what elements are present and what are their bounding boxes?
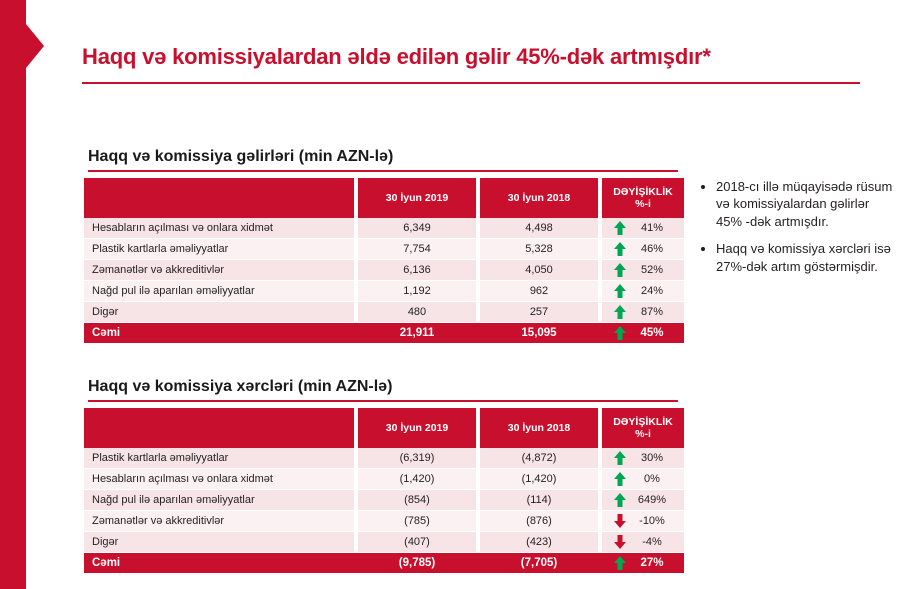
- row-change: [602, 302, 684, 323]
- total-change-value: 27%: [640, 557, 664, 569]
- row-change-value: 0%: [644, 473, 660, 485]
- table-body: [84, 448, 684, 573]
- total-change: [602, 323, 684, 344]
- row-value-2018: (423): [480, 532, 598, 553]
- row-value-2018: 257: [480, 302, 598, 323]
- row-value-2019: (1,420): [358, 469, 476, 490]
- row-label: Nağd pul ilə aparılan əməliyyatlar: [84, 281, 354, 302]
- row-value-2018: 962: [480, 281, 598, 302]
- row-change-value: 46%: [640, 243, 664, 255]
- left-accent-bar: [0, 0, 26, 589]
- table-row: [84, 448, 684, 469]
- column-header-change: DƏYİŞİKLİK %-i: [602, 178, 684, 218]
- section-heading-income: Haqq və komissiya gəlirləri (min AZN-lə): [88, 148, 394, 165]
- row-value-2018: 4,050: [480, 260, 598, 281]
- row-value-2019: (785): [358, 511, 476, 532]
- column-header-2019: 30 İyun 2019: [358, 408, 476, 448]
- row-change-value: -10%: [639, 515, 665, 527]
- note-item: • 2018-cı illə müqayisədə rüsum və komissiyalardan gəlirlər 45% -dək artmışdır.: [716, 178, 895, 230]
- notes-list: [700, 178, 895, 275]
- column-header-2018: 30 İyun 2018: [480, 178, 598, 218]
- column-header-2018: 30 İyun 2018: [480, 408, 598, 448]
- row-change: [602, 532, 684, 553]
- row-value-2018: (114): [480, 490, 598, 511]
- row-value-2019: 6,349: [358, 218, 476, 239]
- row-value-2018: 4,498: [480, 218, 598, 239]
- total-value-2019: 21,911: [358, 323, 476, 344]
- title-divider: [82, 82, 860, 84]
- section-divider-expense: [88, 400, 678, 402]
- row-change: [602, 281, 684, 302]
- arrow-up-icon: [614, 451, 626, 465]
- row-label: Hesabların açılması və onlara xidmət: [84, 469, 354, 490]
- row-value-2019: (6,319): [358, 448, 476, 469]
- row-value-2018: (1,420): [480, 469, 598, 490]
- left-accent-notch: [26, 24, 44, 68]
- arrow-down-icon: [614, 514, 626, 528]
- row-change: [602, 218, 684, 239]
- row-change-value: 649%: [637, 494, 667, 506]
- total-label: Cəmi: [84, 553, 354, 574]
- arrow-up-icon: [614, 305, 626, 319]
- arrow-up-icon: [614, 263, 626, 277]
- page-title: Haqq və komissiyalardan əldə edilən gəlir 45%-dək artmışdır*: [82, 44, 711, 69]
- arrow-up-icon: [614, 284, 626, 298]
- row-change: [602, 511, 684, 532]
- row-change-value: -4%: [642, 536, 662, 548]
- row-value-2019: 480: [358, 302, 476, 323]
- arrow-up-icon: [614, 493, 626, 507]
- column-header-label: [84, 178, 354, 218]
- total-change: [602, 553, 684, 574]
- row-label: Hesabların açılması və onlara xidmət: [84, 218, 354, 239]
- row-value-2019: (407): [358, 532, 476, 553]
- row-value-2018: (4,872): [480, 448, 598, 469]
- row-change: [602, 260, 684, 281]
- column-header-change: DƏYİŞİKLİK %-i: [602, 408, 684, 448]
- total-change-value: 45%: [640, 327, 664, 339]
- table-total-row: [84, 553, 684, 574]
- total-value-2019: (9,785): [358, 553, 476, 574]
- table-header-row: [84, 178, 684, 218]
- row-change: [602, 469, 684, 490]
- table-row: [84, 469, 684, 490]
- row-change: [602, 239, 684, 260]
- note-item: • Haqq və komissiya xərcləri isə 27%-dək artım göstərmişdir.: [716, 240, 895, 275]
- arrow-up-icon: [614, 472, 626, 486]
- total-value-2018: 15,095: [480, 323, 598, 344]
- table-row: [84, 532, 684, 553]
- table-fee-income: [84, 178, 684, 343]
- section-heading-expense: Haqq və komissiya xərcləri (min AZN-lə): [88, 378, 393, 395]
- row-change-value: 87%: [640, 306, 664, 318]
- row-label: Plastik kartlarla əməliyyatlar: [84, 239, 354, 260]
- row-value-2018: (876): [480, 511, 598, 532]
- row-change-value: 41%: [640, 222, 664, 234]
- row-label: Digər: [84, 532, 354, 553]
- notes-panel: [700, 178, 895, 285]
- row-label: Zəmanətlər və akkreditivlər: [84, 511, 354, 532]
- total-label: Cəmi: [84, 323, 354, 344]
- table-row: [84, 218, 684, 239]
- row-label: Zəmanətlər və akkreditivlər: [84, 260, 354, 281]
- row-value-2019: 7,754: [358, 239, 476, 260]
- total-value-2018: (7,705): [480, 553, 598, 574]
- table-row: [84, 511, 684, 532]
- row-value-2019: 6,136: [358, 260, 476, 281]
- row-change: [602, 448, 684, 469]
- row-change-value: 30%: [640, 452, 664, 464]
- column-header-label: [84, 408, 354, 448]
- row-value-2018: 5,328: [480, 239, 598, 260]
- table-header-row: [84, 408, 684, 448]
- row-change-value: 52%: [640, 264, 664, 276]
- row-change-value: 24%: [640, 285, 664, 297]
- row-label: Digər: [84, 302, 354, 323]
- table-fee-expense: [84, 408, 684, 573]
- arrow-up-icon: [614, 221, 626, 235]
- table-row: [84, 490, 684, 511]
- arrow-up-icon: [614, 556, 626, 570]
- arrow-down-icon: [614, 535, 626, 549]
- table-total-row: [84, 323, 684, 344]
- row-value-2019: 1,192: [358, 281, 476, 302]
- table-row: [84, 260, 684, 281]
- row-label: Nağd pul ilə aparılan əməliyyatlar: [84, 490, 354, 511]
- table-row: [84, 281, 684, 302]
- row-value-2019: (854): [358, 490, 476, 511]
- arrow-up-icon: [614, 242, 626, 256]
- column-header-2019: 30 İyun 2019: [358, 178, 476, 218]
- arrow-up-icon: [614, 326, 626, 340]
- table-row: [84, 239, 684, 260]
- row-change: [602, 490, 684, 511]
- row-label: Plastik kartlarla əməliyyatlar: [84, 448, 354, 469]
- section-divider-income: [88, 170, 678, 172]
- table-row: [84, 302, 684, 323]
- table-body: [84, 218, 684, 343]
